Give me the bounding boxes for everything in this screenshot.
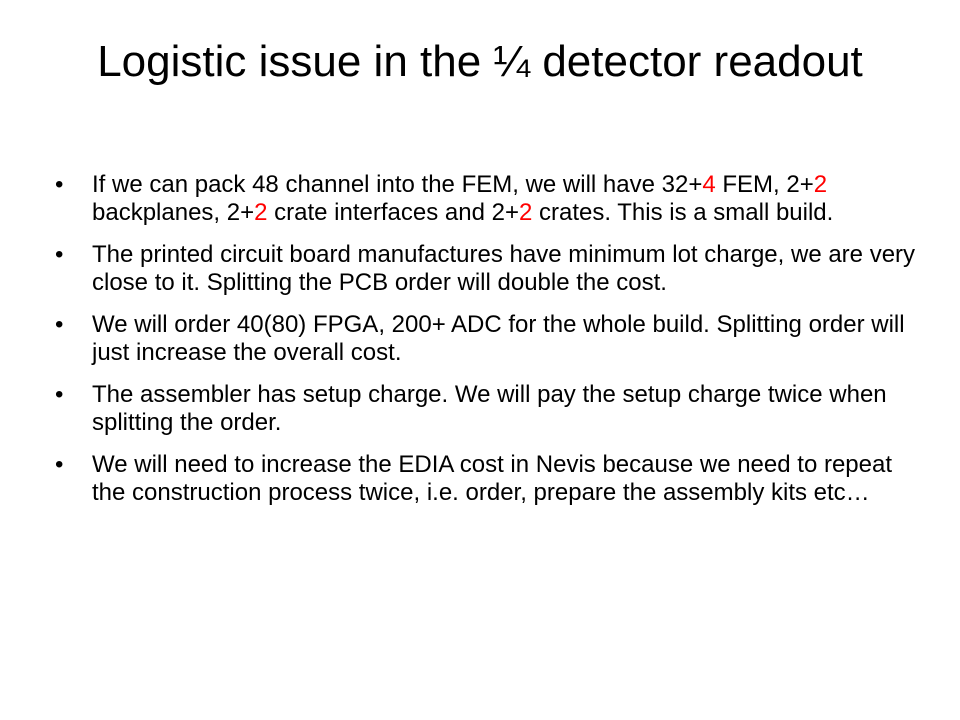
bullet-marker: • — [55, 451, 64, 478]
bullet-text: We will need to increase the EDIA cost in Nevis because we need to repeat the construction process twice, i.e. order, prepare the assembly kits etc… — [92, 451, 893, 506]
bullet-text-segment: backplanes, 2+ — [92, 199, 255, 226]
highlighted-number: 2 — [518, 199, 533, 226]
bullet-item-pcb-charge — [55, 241, 925, 297]
bullet-item-fpga-order — [55, 311, 925, 367]
bullet-text-segment: If we can pack 48 channel into the FEM, we will have 32+ — [92, 171, 703, 198]
bullet-text-segment: FEM, 2+ — [715, 171, 814, 198]
bullet-text: The assembler has setup charge. We will pay the setup charge twice when splitting the order. — [92, 381, 887, 436]
bullet-item-assembler-setup — [55, 381, 925, 437]
bullet-marker: • — [55, 381, 64, 408]
slide-title: Logistic issue in the ¼ detector readout — [97, 37, 863, 86]
bullet-marker: • — [55, 311, 64, 338]
highlighted-number: 2 — [813, 171, 828, 198]
bullet-text-segment: crates. This is a small build. — [532, 199, 834, 226]
bullet-text: The printed circuit board manufactures have minimum lot charge, we are very close to it. Splitting the PCB order will double the cost. — [92, 241, 916, 296]
bullet-list — [55, 171, 925, 521]
highlighted-number: 2 — [254, 199, 268, 226]
bullet-item-fem-count — [55, 171, 925, 227]
bullet-text — [92, 171, 833, 226]
bullet-text-segment: crate interfaces and 2+ — [267, 199, 519, 226]
bullet-marker: • — [55, 171, 64, 198]
bullet-marker: • — [55, 241, 64, 268]
bullet-item-edia-cost — [55, 451, 925, 507]
bullet-text: We will order 40(80) FPGA, 200+ ADC for the whole build. Splitting order will just increase the overall cost. — [92, 311, 905, 366]
highlighted-number: 4 — [702, 171, 716, 198]
